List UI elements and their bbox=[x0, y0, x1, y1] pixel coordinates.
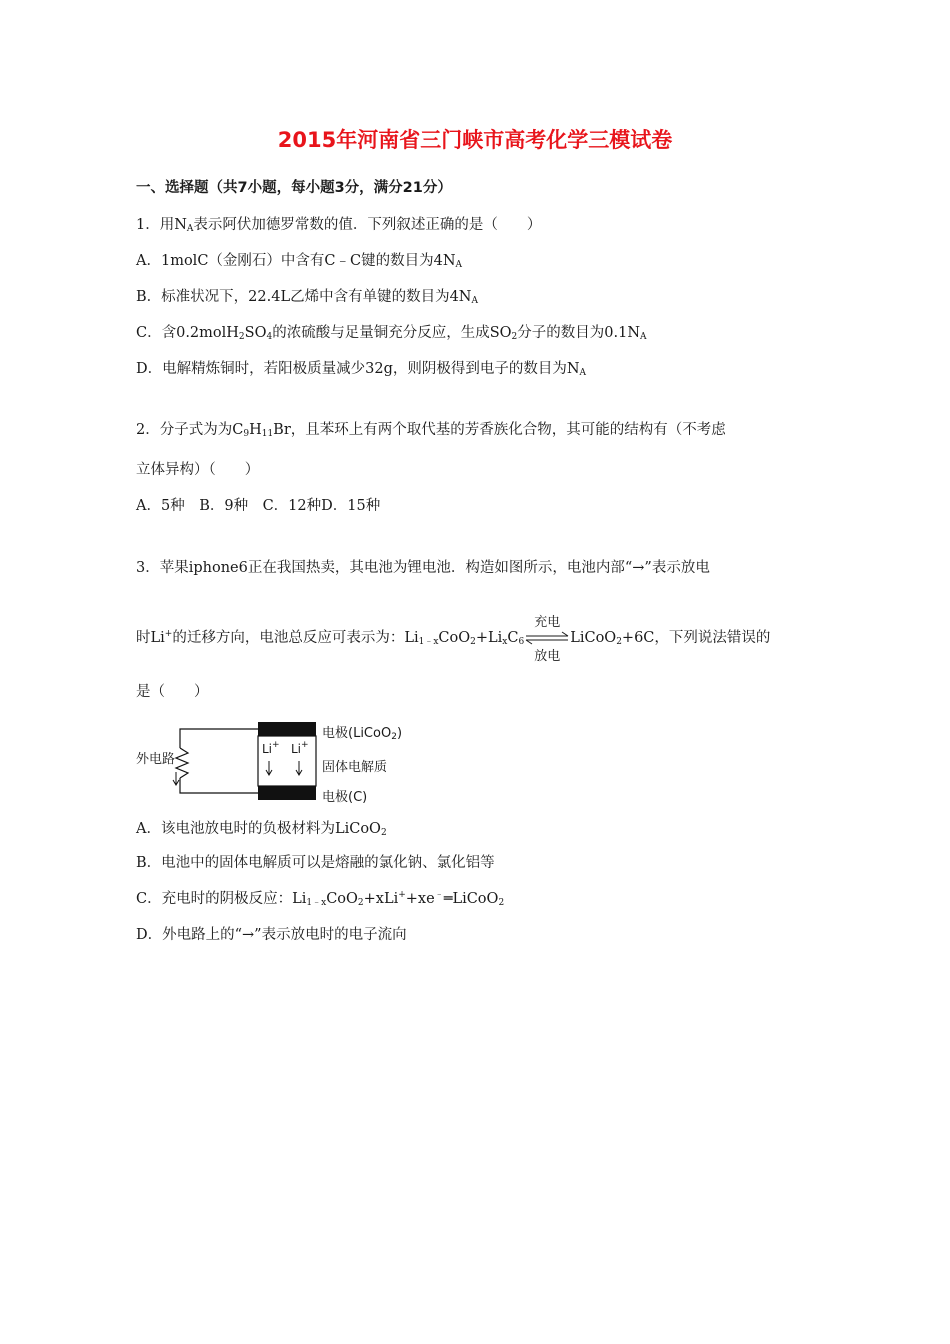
question-3-stem-line1: 3．苹果iphone6正在我国热卖，其电池为锂电池．构造如图所示，电池内部“→”表示放电 bbox=[136, 560, 710, 576]
question-2-stem-line1: 2．分子式为为$C_9H_{11}Br$，且苯环上有两个取代基的芳香族化合物，其可能的结构有（不考虑 bbox=[136, 422, 726, 439]
charge-label: 充电 bbox=[534, 615, 561, 630]
top-electrode-label: 电极(LiCoO$_2$) bbox=[322, 726, 403, 742]
equilibrium-arrows-icon bbox=[524, 631, 570, 645]
lithium-ion-label-right: Li+ bbox=[291, 740, 309, 756]
question-1-stem: 1．用$N_A$表示阿伏加德罗常数的值．下列叙述正确的是（ ） bbox=[136, 217, 542, 234]
question-3-stem-line2: 时Li+的迁移方向，电池总反应可表示为：$Li_{1﹣x}CoO_2+Li_xC_6$ 充电 放电 LiCoO$_2$+6C，下列说法错误的 bbox=[136, 626, 770, 647]
lithium-ion-label-left: Li+ bbox=[262, 740, 280, 756]
question-3-option-d: D．外电路上的“→”表示放电时的电子流向 bbox=[136, 927, 407, 943]
section-heading: 一、选择题（共7小题，每小题3分，满分21分） bbox=[136, 180, 452, 196]
bottom-electrode-label: 电极(C) bbox=[322, 790, 368, 805]
question-1-option-b: B．标准状况下，22.4L乙烯中含有单键的数目为$4N_A$ bbox=[136, 289, 478, 306]
question-2-stem-line2: 立体异构）（ ） bbox=[136, 462, 260, 478]
discharge-label: 放电 bbox=[534, 649, 561, 664]
page-title: 2015年河南省三门峡市高考化学三模试卷 bbox=[277, 128, 673, 152]
question-3-option-a: A．该电池放电时的负极材料为LiCoO$_2$ bbox=[136, 821, 387, 838]
question-3-stem-line3: 是（ ） bbox=[136, 684, 209, 700]
question-1-option-c: C．含$0.2molH_2SO_4$的浓硫酸与足量铜充分反应，生成$SO_2$分子的数目为$0.1N_A$ bbox=[136, 325, 647, 342]
question-1-option-a: A．1molC（金刚石）中含有C﹣C键的数目为$4N_A$ bbox=[136, 253, 463, 270]
reversible-reaction-arrow bbox=[524, 615, 570, 664]
question-1-option-d: D．电解精炼铜时，若阳极质量减少32g，则阴极得到电子的数目为$N_A$ bbox=[136, 361, 587, 378]
question-3-option-b: B．电池中的固体电解质可以是熔融的氯化钠、氯化铝等 bbox=[136, 855, 495, 871]
external-circuit-label: 外电路 bbox=[136, 752, 176, 767]
battery-diagram bbox=[136, 718, 416, 808]
question-2-options: A．5种 B．9种 C．12种D．15种 bbox=[136, 498, 381, 514]
question-3-option-c: C．充电时的阴极反应：$Li_{1﹣x}CoO_2+xLi^++xe^﹣═LiCoO_2$ bbox=[136, 890, 505, 908]
electrolyte-label: 固体电解质 bbox=[322, 760, 388, 775]
